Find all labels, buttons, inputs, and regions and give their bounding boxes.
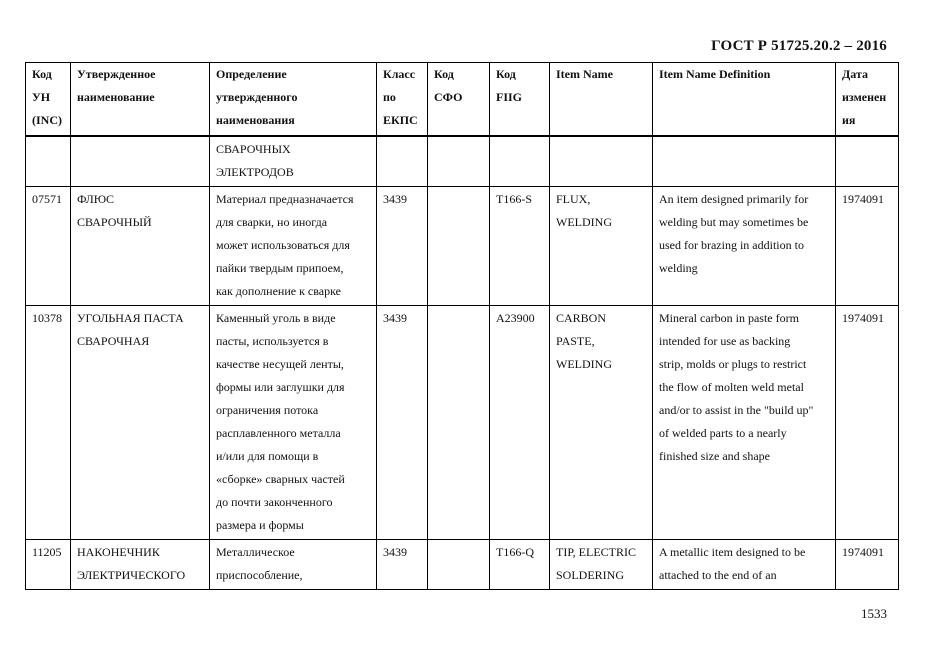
- table-row: [26, 187, 899, 306]
- cell-item-definition: An item designed primarily for welding but may sometimes be used for brazing in addition to welding: [653, 187, 836, 306]
- header-sfo: Код СФО: [428, 63, 490, 137]
- cell-item-definition: Mineral carbon in paste form intended for use as backing strip, molds or plugs to restrict the flow of molten weld metal and/or to assist in the "build up" of welded parts to a nearly finished size and shape: [653, 306, 836, 540]
- cell-class: [377, 136, 428, 187]
- cell-class: 3439: [377, 306, 428, 540]
- header-item-definition: Item Name Definition: [653, 63, 836, 137]
- cell-definition: Металлическое приспособление,: [210, 540, 377, 590]
- cell-date: [836, 136, 899, 187]
- cell-fiig: T166-Q: [490, 540, 550, 590]
- cell-item-name: TIP, ELECTRIC SOLDERING: [550, 540, 653, 590]
- cell-date: 1974091: [836, 540, 899, 590]
- header-date: Дата изменен ия: [836, 63, 899, 137]
- cell-item-name: FLUX, WELDING: [550, 187, 653, 306]
- cell-definition: Материал предназначается для сварки, но иногда может использоваться для пайки твердым припоем, как дополнение к сварке: [210, 187, 377, 306]
- cell-approved-name: [71, 136, 210, 187]
- header-class: Класс по ЕКПС: [377, 63, 428, 137]
- table-row: [26, 306, 899, 540]
- cell-approved-name: НАКОНЕЧНИК ЭЛЕКТРИЧЕСКОГО: [71, 540, 210, 590]
- cell-sfo: [428, 540, 490, 590]
- header-item-name: Item Name: [550, 63, 653, 137]
- cell-date: 1974091: [836, 187, 899, 306]
- cell-item-definition: [653, 136, 836, 187]
- cell-inc: 11205: [26, 540, 71, 590]
- cell-fiig: [490, 136, 550, 187]
- cell-approved-name: УГОЛЬНАЯ ПАСТА СВАРОЧНАЯ: [71, 306, 210, 540]
- cell-class: 3439: [377, 540, 428, 590]
- cell-item-name: CARBON PASTE, WELDING: [550, 306, 653, 540]
- cell-fiig: T166-S: [490, 187, 550, 306]
- cell-class: 3439: [377, 187, 428, 306]
- header-approved-name: Утвержденное наименование: [71, 63, 210, 137]
- cell-definition: Каменный уголь в виде пасты, используется в качестве несущей ленты, формы или заглушки для ограничения потока расплавленного металла и/или для помощи в «сборке» сварных частей до почти законченного размера и формы: [210, 306, 377, 540]
- document-title: ГОСТ Р 51725.20.2 – 2016: [711, 38, 887, 54]
- cell-fiig: A23900: [490, 306, 550, 540]
- cell-inc: 07571: [26, 187, 71, 306]
- cell-approved-name: ФЛЮС СВАРОЧНЫЙ: [71, 187, 210, 306]
- cell-inc: 10378: [26, 306, 71, 540]
- page-number: 1533: [861, 606, 887, 621]
- cell-definition: СВАРОЧНЫХ ЭЛЕКТРОДОВ: [210, 136, 377, 187]
- cell-date: 1974091: [836, 306, 899, 540]
- header-fiig: Код FIIG: [490, 63, 550, 137]
- cell-item-name: [550, 136, 653, 187]
- cell-sfo: [428, 306, 490, 540]
- table-row: [26, 136, 899, 187]
- table-row: [26, 540, 899, 590]
- header-inc: Код УН (INC): [26, 63, 71, 137]
- cell-sfo: [428, 187, 490, 306]
- cell-inc: [26, 136, 71, 187]
- cell-item-definition: A metallic item designed to be attached to the end of an: [653, 540, 836, 590]
- data-table: [25, 62, 899, 590]
- table-header-row: [26, 63, 899, 137]
- cell-sfo: [428, 136, 490, 187]
- header-definition: Определение утвержденного наименования: [210, 63, 377, 137]
